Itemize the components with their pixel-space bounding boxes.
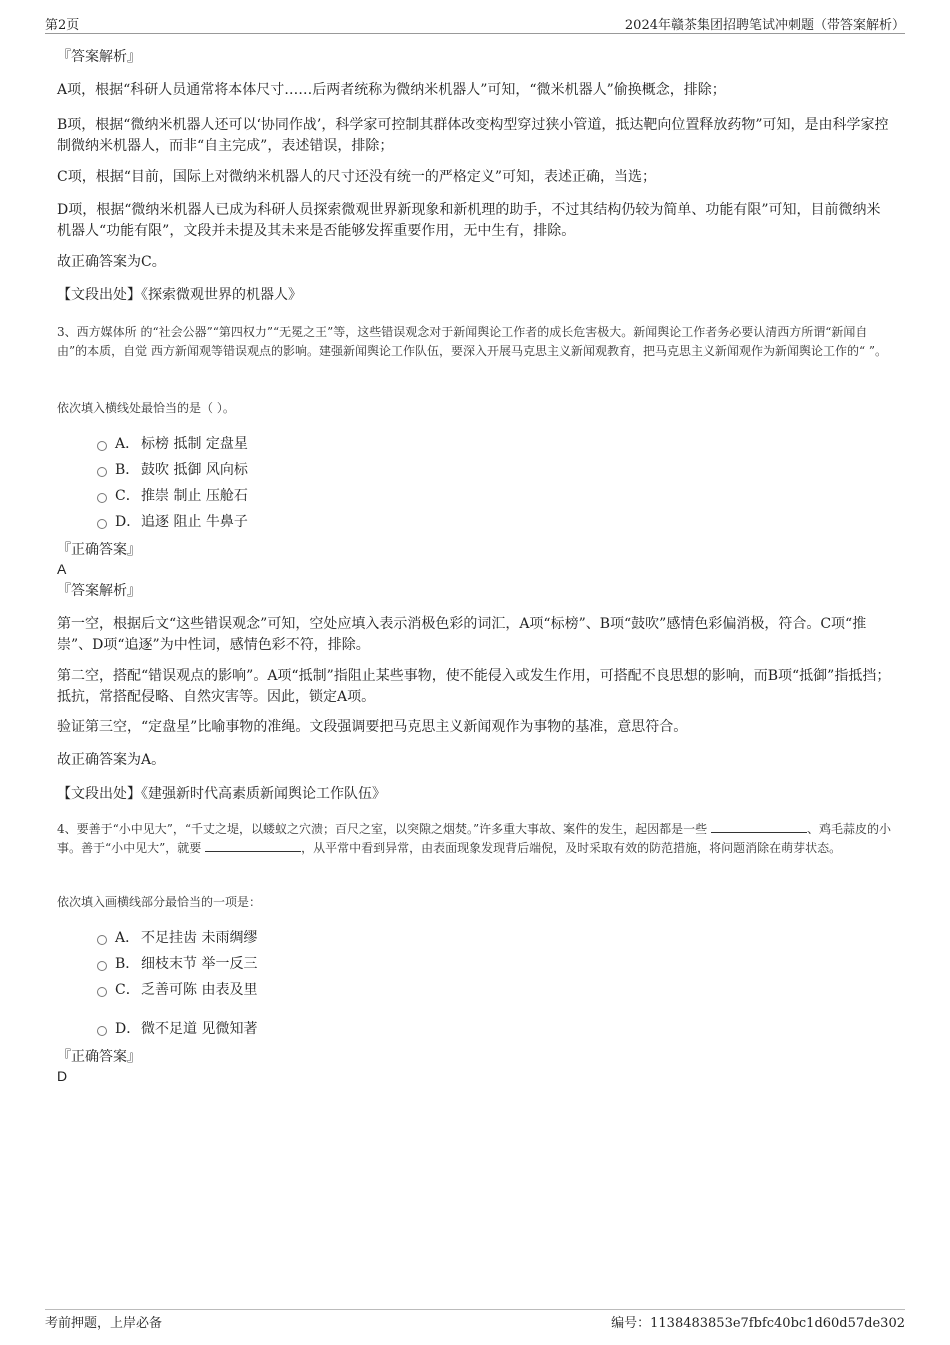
page-number: 第2页 <box>45 18 80 33</box>
radio-icon[interactable] <box>97 493 107 503</box>
q2-source: 【文段出处】《探索微观世界的机器人》 <box>57 287 302 303</box>
footer-slogan: 考前押题，上岸必备 <box>45 1316 163 1331</box>
radio-icon[interactable] <box>97 441 107 451</box>
q4-option-c[interactable]: C．乏善可陈 由表及里 <box>97 980 257 1000</box>
q4-prompt: 依次填入画横线部分最恰当的一项是： <box>57 895 262 909</box>
q3-option-d[interactable]: D．追逐 阻止 牛鼻子 <box>97 512 248 532</box>
q2-analysis-title: 『答案解析』 <box>57 49 141 65</box>
q4-answer-title: 『正确答案』 <box>57 1049 141 1065</box>
q3-answer: A <box>57 561 67 577</box>
q3-source: 【文段出处】《建强新时代高素质新闻舆论工作队伍》 <box>57 786 386 802</box>
q2-analysis-c: C项，根据“目前，国际上对微纳米机器人的尺寸还没有统一的严格定义”可知，表述正确，当选； <box>57 169 657 185</box>
document-title: 2024年赣茶集团招聘笔试冲刺题（带答案解析） <box>624 18 905 33</box>
q4-option-a[interactable]: A． 不足挂齿 未雨绸缪 <box>97 928 257 948</box>
radio-icon[interactable] <box>97 935 107 945</box>
radio-icon[interactable] <box>97 1026 107 1036</box>
q4-stem: 4、要善于“小中见大”，“千丈之堤，以蝼蚁之穴溃；百尺之室，以突隙之烟焚。”许多重大事故、案件的发生，起因都是一些 、鸡毛蒜皮的小事。善于“小中见大”，就要 ，从平常中看到异常，由表面现象发现背后端倪，及时采取有效的防范措施，将问题消除在萌芽状态。 <box>57 822 892 855</box>
radio-icon[interactable] <box>97 467 107 477</box>
q3-stem: 3、西方媒体所 的“社会公器”“第四权力”“无冕之王”等，这些错误观念对于新闻舆论工作者的成长危害极大。新闻舆论工作者务必要认清西方所谓“新闻自由”的本质，自觉 西方新闻观等错误观点的影响。建强新闻舆论工作队伍，要深入开展马克思主义新闻观教育，把马克思主义新闻观作为新闻舆论工作的“ ”。 <box>57 325 888 358</box>
q3-prompt: 依次填入横线处最恰当的是（ ）。 <box>57 401 235 415</box>
q3-option-c[interactable]: C．推崇 制止 压舱石 <box>97 486 248 506</box>
q2-analysis-a: A项，根据“科研人员通常将本体尺寸……后两者统称为微纳米机器人”可知，“微米机器人”偷换概念，排除； <box>57 82 726 98</box>
q2-conclusion: 故正确答案为C。 <box>57 254 166 270</box>
q3-answer-title: 『正确答案』 <box>57 542 141 558</box>
page-header <box>45 14 905 34</box>
radio-icon[interactable] <box>97 519 107 529</box>
q3-option-b[interactable]: B． 鼓吹 抵御 风向标 <box>97 460 248 480</box>
q4-answer: D <box>57 1068 68 1084</box>
radio-icon[interactable] <box>97 961 107 971</box>
q3-analysis-p3: 验证第三空，“定盘星”比喻事物的准绳。文段强调要把马克思主义新闻观作为事物的基准，意思符合。 <box>57 719 688 735</box>
q4-option-b[interactable]: B． 细枝末节 举一反三 <box>97 954 257 974</box>
q3-analysis-p2: 第二空，搭配“错误观点的影响”。A项“抵制”指阻止某些事物，使不能侵入或发生作用，可搭配不良思想的影响，而B项“抵御”指抵挡；抵抗，常搭配侵略、自然灾害等。因此，锁定A项。 <box>57 668 891 705</box>
q2-analysis-d: D项，根据“微纳米机器人已成为科研人员探索微观世界新现象和新机理的助手，不过其结构仍较为简单、功能有限”可知，目前微纳米机器人“功能有限”，文段并未提及其未来是否能够发挥重要作用，无中生有，排除。 <box>57 202 881 239</box>
footer-divider <box>45 1309 905 1310</box>
blank-line-2 <box>205 839 301 852</box>
header-divider <box>45 33 905 34</box>
q2-analysis-b: B项，根据“微纳米机器人还可以‘协同作战’，科学家可控制其群体改变构型穿过狭小管道，抵达靶向位置释放药物”可知，是由科学家控制微纳米机器人，而非“自主完成”，表述错误，排除； <box>57 117 889 154</box>
q3-analysis-p1: 第一空，根据后文“这些错误观念”可知，空处应填入表示消极色彩的词汇，A项“标榜”、B项“鼓吹”感情色彩偏消极，符合。C项“推崇”、D项“追逐”为中性词，感情色彩不符，排除。 <box>57 616 867 653</box>
q3-option-a[interactable]: A． 标榜 抵制 定盘星 <box>97 434 248 454</box>
q3-conclusion: 故正确答案为A。 <box>57 752 166 768</box>
blank-line-1 <box>711 820 807 833</box>
q3-analysis-title: 『答案解析』 <box>57 583 141 599</box>
footer-code: 编号：1138483853e7fbfc40bc1d60d57de302 <box>611 1316 905 1331</box>
radio-icon[interactable] <box>97 987 107 997</box>
q4-option-d[interactable]: D．微不足道 见微知著 <box>97 1019 257 1039</box>
